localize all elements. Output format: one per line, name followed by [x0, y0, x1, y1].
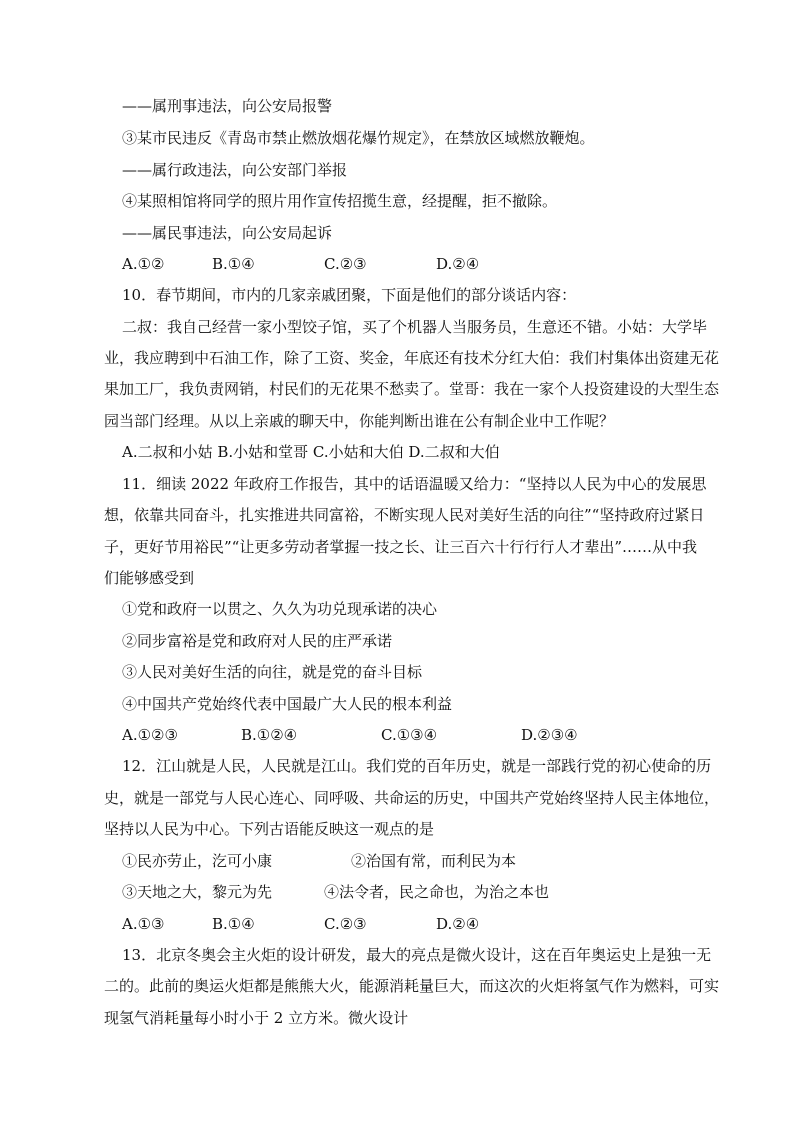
q12-option-c[interactable]: C.②③ — [324, 915, 367, 933]
q11-paragraph-4: 们能够感受到 — [104, 569, 195, 587]
q9-option-d[interactable]: D.②④ — [436, 255, 480, 273]
q12-statement-3: ③天地之大，黎元为先 — [122, 883, 273, 901]
answer-line-3: ——属行政违法，向公安部门举报 — [122, 161, 348, 179]
q12-paragraph-1: 12．江山就是人民，人民就是江山。我们党的百年历史，就是一部践行党的初心使命的历 — [122, 757, 712, 775]
q12-paragraph-3: 坚持以人民为中心。下列古语能反映这一观点的是 — [104, 820, 435, 838]
q9-option-a[interactable]: A.①② — [122, 255, 165, 273]
q12-paragraph-2: 史，就是一部党与人民心连心、同呼吸、共命运的历史，中国共产党始终坚持人民主体地位， — [104, 789, 720, 807]
q11-statement-1: ①党和政府一以贯之、久久为功兑现承诺的决心 — [122, 600, 438, 618]
q12-option-d[interactable]: D.②④ — [436, 915, 480, 933]
statement-4: ④某照相馆将同学的照片用作宣传招揽生意，经提醒，拒不撤除。 — [122, 192, 558, 210]
q11-option-a[interactable]: A.①②③ — [122, 726, 178, 744]
q9-option-b[interactable]: B.①④ — [212, 255, 255, 273]
answer-line-2: ——属刑事违法，向公安局报警 — [122, 97, 333, 115]
q10-paragraph-3: 果加工厂，我负责网销，村民们的无花果不愁卖了。堂哥：我在一家个人投资建设的大型生态 — [104, 380, 720, 398]
q12-statement-1: ①民亦劳止，汔可小康 — [122, 852, 273, 870]
q11-paragraph-2: 想，依靠共同奋斗，扎实推进共同富裕，不断实现人民对美好生活的向往”“坚持政府过紧日 — [104, 506, 705, 524]
q11-option-d[interactable]: D.②③④ — [521, 726, 578, 744]
q11-statement-2: ②同步富裕是党和政府对人民的庄严承诺 — [122, 632, 393, 650]
q11-statement-3: ③人民对美好生活的向往，就是党的奋斗目标 — [122, 663, 423, 681]
q10-paragraph-2: 业，我应聘到中石油工作，除了工资、奖金，年底还有技术分红大伯：我们村集体出资建无花 — [104, 349, 720, 367]
q13-paragraph-2: 二的。此前的奥运火炬都是熊熊大火，能源消耗量巨大，而这次的火炬将氢气作为燃料，可实 — [104, 977, 720, 995]
q11-option-b[interactable]: B.①②④ — [241, 726, 298, 744]
q12-statement-2: ②治国有常，而利民为本 — [351, 852, 517, 870]
q11-statement-4: ④中国共产党始终代表中国最广大人民的根本利益 — [122, 695, 453, 713]
q11-option-c[interactable]: C.①③④ — [381, 726, 438, 744]
q11-paragraph-1: 11．细读 2022 年政府工作报告，其中的话语温暖又给力：“坚持以人民为中心的发展思 — [122, 475, 707, 493]
q10-paragraph-4: 园当部门经理。从以上亲戚的聊天中，你能判断出谁在公有制企业中工作呢？ — [104, 412, 615, 430]
q9-option-c[interactable]: C.②③ — [324, 255, 367, 273]
q10-options[interactable]: A.二叔和小姑 B.小姑和堂哥 C.小姑和大伯 D.二叔和大伯 — [122, 443, 500, 461]
q10-title: 10．春节期间，市内的几家亲戚团聚，下面是他们的部分谈话内容： — [122, 286, 577, 304]
q10-paragraph-1: 二叔：我自己经营一家小型饺子馆，买了个机器人当服务员，生意还不错。小姑：大学毕 — [122, 318, 708, 336]
q12-option-a[interactable]: A.①③ — [122, 915, 165, 933]
q12-option-b[interactable]: B.①④ — [212, 915, 255, 933]
statement-3: ③某市民违反《青岛市禁止燃放烟花爆竹规定》，在禁放区域燃放鞭炮。 — [122, 129, 595, 147]
q13-paragraph-3: 现氢气消耗量每小时小于 2 立方米。微火设计 — [104, 1009, 409, 1027]
q11-paragraph-3: 子，更好节用裕民”“让更多劳动者掌握一技之长、让三百六十行行行人才辈出”……从中我 — [104, 538, 698, 556]
q12-statement-4: ④法令者，民之命也，为治之本也 — [324, 883, 550, 901]
answer-line-4: ——属民事违法，向公安局起诉 — [122, 224, 333, 242]
q13-paragraph-1: 13．北京冬奥会主火炬的设计研发，最大的亮点是微火设计，这在百年奥运史上是独一无 — [122, 946, 712, 964]
